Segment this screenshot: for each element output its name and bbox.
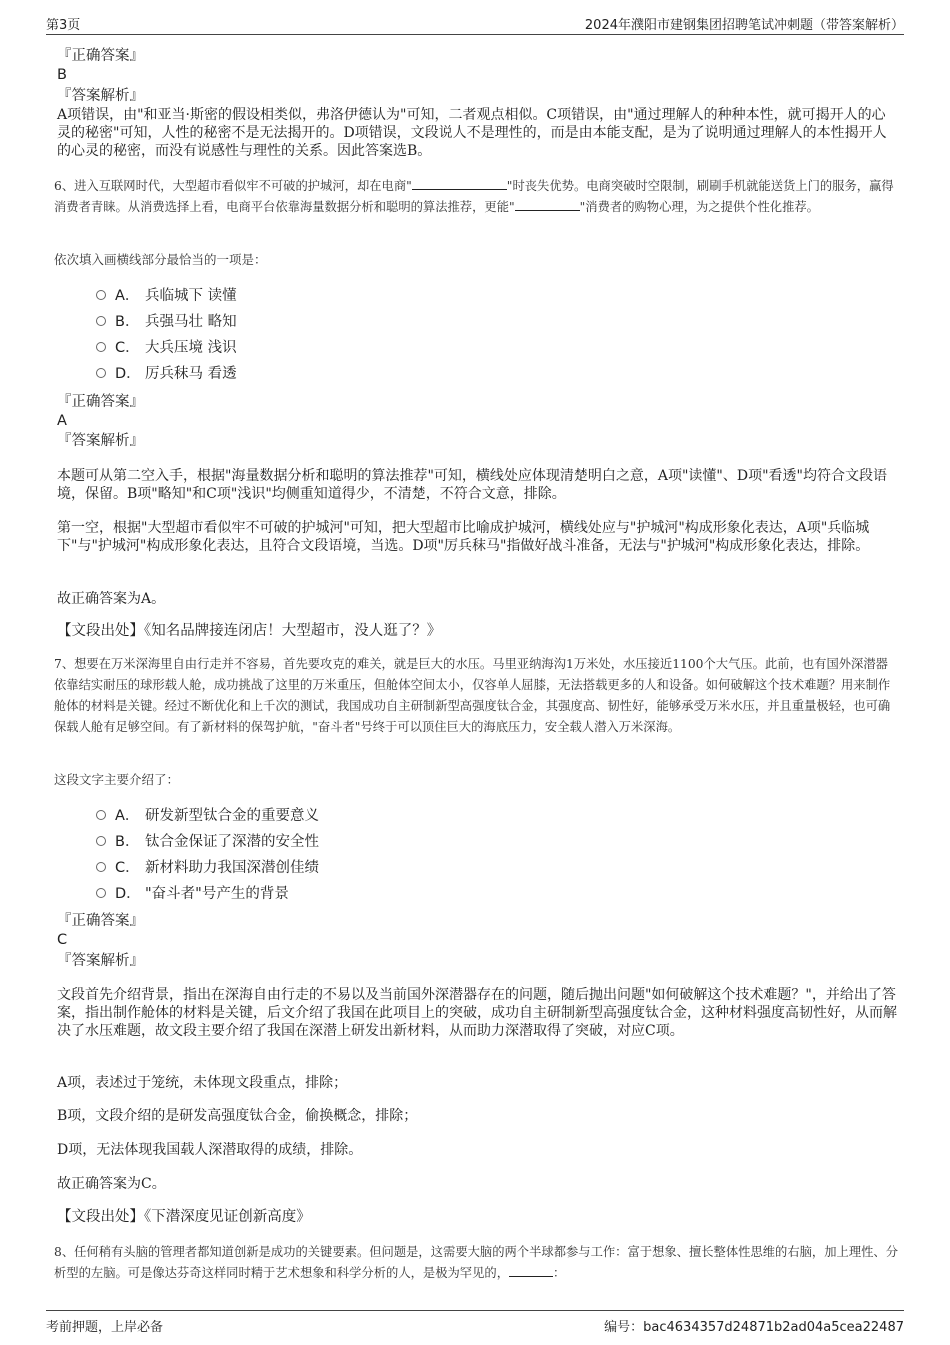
- question-prompt: 这段文字主要介绍了：: [54, 772, 180, 787]
- analysis-text: 故正确答案为C。: [57, 1176, 166, 1192]
- page-footer: [46, 1310, 904, 1335]
- stem-part: 8、任何稍有头脑的管理者都知道创新是成功的关键要素。但问题是，这需要大脑的两个半球都参与工作：富于想象、擅长整体性思维的右脑，加上理性、分析型的左脑。可是像达芬奇这样同时精于艺术想象和科学分析的人，是极为罕见的，: [54, 1245, 899, 1280]
- option-letter: D．: [115, 886, 141, 902]
- radio-icon[interactable]: [96, 836, 106, 846]
- answer-value: A: [57, 413, 67, 429]
- source-tag: 【文段出处】: [57, 1209, 144, 1225]
- source-tag: 【文段出处】: [57, 623, 144, 639]
- option-text: 新材料助力我国深潜创佳绩: [145, 860, 319, 876]
- radio-icon[interactable]: [96, 368, 106, 378]
- source-title: 《知名品牌接连闭店！大型超市，没人逛了？》: [144, 623, 442, 639]
- source-title: 《下潜深度见证创新高度》: [144, 1209, 311, 1225]
- radio-icon[interactable]: [96, 342, 106, 352]
- analysis-text: 文段首先介绍背景，指出在深海自由行走的不易以及当前国外深潜器存在的问题，随后抛出问题"如何破解这个技术难题？"，并给出了答案，指出制作舱体的材料是关键，后文介绍了我国在此项目上的突破，成功自主研制新型高强度钛合金，这种材料强度高韧性好，从而解决了水压难题，故文段主要介绍了我国在深潜上研发出新材料，从而助力深潜取得了突破，对应C项。: [57, 987, 897, 1039]
- question-prompt: 依次填入画横线部分最恰当的一项是：: [54, 252, 267, 267]
- analysis-text: D项，无法体现我国载人深潜取得的成绩，排除。: [57, 1142, 363, 1158]
- option-text: 研发新型钛合金的重要意义: [145, 808, 319, 824]
- option-a[interactable]: [96, 806, 319, 826]
- analysis-label: 『答案解析』: [57, 88, 144, 104]
- analysis-text: A项，表述过于笼统，未体现文段重点，排除；: [57, 1075, 348, 1091]
- source-line: [57, 1208, 897, 1227]
- stem-part: "时丧失优势。电商突破时空限制，刷刷手机就能送货上门的服务，赢得消费者青睐。从消费选择上看，电商平台依靠海量数据分析和聪明的算法推荐，更能": [54, 179, 894, 214]
- option-text: 大兵压境 浅识: [145, 340, 237, 356]
- analysis-text: B项，文段介绍的是研发高强度钛合金，偷换概念，排除；: [57, 1108, 418, 1124]
- document-serial: 编号：bac4634357d24871b2ad04a5cea22487: [604, 1320, 904, 1335]
- option-text: 钛合金保证了深潜的安全性: [145, 834, 319, 850]
- option-letter: A．: [115, 808, 140, 824]
- option-b[interactable]: [96, 312, 237, 332]
- option-letter: C．: [115, 340, 140, 356]
- analysis-text: A项错误，由"和亚当·斯密的假设相类似，弗洛伊德认为"可知，二者观点相似。C项错误，由"通过理解人的种种本性，就可揭开人的心灵的秘密"可知，人性的秘密不是无法揭开的。D项错误，文段说人不是理性的，而是由本能支配，是为了说明通过理解人的本性揭开人的心灵的秘密，而没有说感性与理性的关系。因此答案选B。: [57, 107, 887, 159]
- option-text: 兵临城下 读懂: [145, 288, 237, 304]
- option-letter: B．: [115, 834, 140, 850]
- page-header: [46, 10, 904, 35]
- radio-icon[interactable]: [96, 316, 106, 326]
- radio-icon[interactable]: [96, 810, 106, 820]
- analysis-text: 本题可从第二空入手，根据"海量数据分析和聪明的算法推荐"可知，横线处应体现清楚明白之意，A项"读懂"、D项"看透"均符合文段语境，保留。B项"略知"和C项"浅识"均侧重知道得少，不清楚，不符合文意，排除。: [57, 468, 887, 502]
- option-text: 兵强马壮 略知: [145, 314, 237, 330]
- radio-icon[interactable]: [96, 862, 106, 872]
- footer-note: 考前押题，上岸必备: [46, 1320, 164, 1335]
- fill-blank: [509, 1264, 553, 1277]
- option-text: "奋斗者"号产生的背景: [145, 886, 289, 902]
- option-letter: A．: [115, 288, 140, 304]
- analysis-text: 第一空，根据"大型超市看似牢不可破的护城河"可知，把大型超市比喻成护城河，横线处应与"护城河"构成形象化表达，A项"兵临城下"与"护城河"构成形象化表达，且符合文段语境，当选。D项"厉兵秣马"指做好战斗准备，无法与"护城河"构成形象化表达，排除。: [57, 520, 870, 554]
- answer-label: 『正确答案』: [57, 913, 144, 929]
- option-text: 厉兵秣马 看透: [145, 366, 237, 382]
- option-c[interactable]: [96, 858, 319, 878]
- answer-label: 『正确答案』: [57, 48, 144, 64]
- document-title: 2024年濮阳市建钢集团招聘笔试冲刺题（带答案解析）: [584, 18, 904, 33]
- analysis-text: 故正确答案为A。: [57, 591, 166, 607]
- page-number: 第3页: [46, 18, 81, 33]
- question-stem: [54, 176, 899, 218]
- analysis-label: 『答案解析』: [57, 433, 144, 449]
- option-d[interactable]: [96, 364, 237, 384]
- option-letter: C．: [115, 860, 140, 876]
- option-letter: D．: [115, 366, 141, 382]
- fill-blank: [412, 177, 507, 190]
- option-c[interactable]: [96, 338, 237, 358]
- option-b[interactable]: [96, 832, 319, 852]
- stem-part: "消费者的购物心理，为之提供个性化推荐。: [579, 200, 819, 214]
- stem-part: 6、进入互联网时代，大型超市看似牢不可破的护城河，却在电商": [54, 179, 412, 193]
- analysis-label: 『答案解析』: [57, 953, 144, 969]
- answer-value: B: [57, 67, 67, 83]
- radio-icon[interactable]: [96, 888, 106, 898]
- stem-part: ：: [553, 1266, 566, 1280]
- question-stem: 7、想要在万米深海里自由行走并不容易，首先要攻克的难关，就是巨大的水压。马里亚纳海沟1万米处，水压接近1100个大气压。此前，也有国外深潜器依靠结实耐压的球形载人舱，成功挑战了这里的万米重压，但舱体空间太小，仅容单人屈膝，无法搭载更多的人和设备。如何破解这个技术难题？用来制作舱体的材料是关键。经过不断优化和上千次的测试，我国成功自主研制新型高强度钛合金，其强度高、韧性好，能够承受万米水压，并且重量极轻，也可确保载人舱有足够空间。有了新材料的保驾护航，"奋斗者"号终于可以顶住巨大的海底压力，安全载人潜入万米深海。: [54, 657, 891, 734]
- option-letter: B．: [115, 314, 140, 330]
- option-a[interactable]: [96, 286, 237, 306]
- option-d[interactable]: [96, 884, 289, 904]
- answer-value: C: [57, 932, 68, 948]
- answer-label: 『正确答案』: [57, 394, 144, 410]
- question-stem: [54, 1242, 899, 1284]
- source-line: [57, 622, 897, 641]
- radio-icon[interactable]: [96, 290, 106, 300]
- fill-blank: [515, 198, 580, 211]
